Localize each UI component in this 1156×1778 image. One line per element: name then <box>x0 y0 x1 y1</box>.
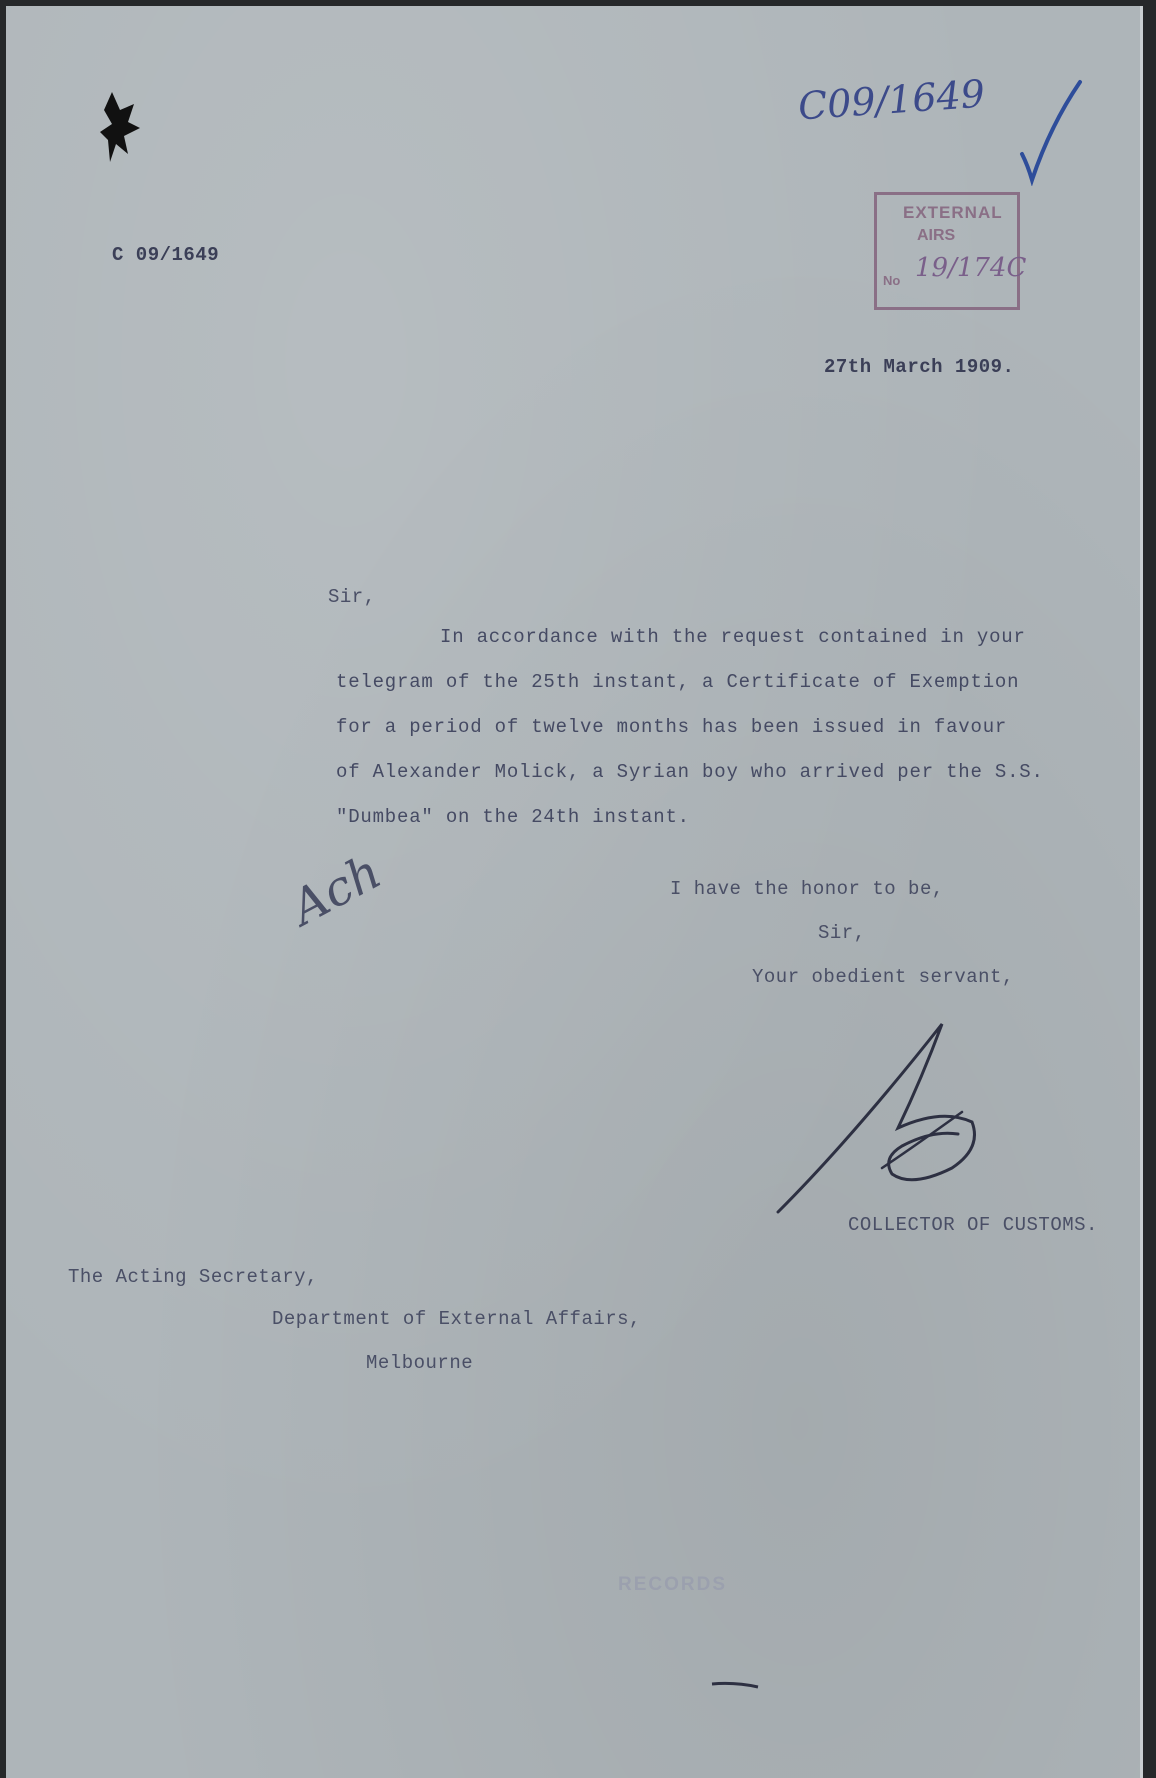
body-line: In accordance with the request contained in your <box>440 626 1026 648</box>
body-line: for a period of twelve months has been issued in favour <box>336 716 1008 738</box>
stamp-number: 19/174C <box>915 253 1027 283</box>
file-number: C 09/1649 <box>112 244 220 266</box>
stamp-line2: AIRS <box>917 227 956 244</box>
body-line: telegram of the 25th instant, a Certificate of Exemption <box>336 671 1020 693</box>
faint-records-stamp: RECORDS <box>618 1574 728 1595</box>
closing-line: Your obedient servant, <box>752 966 1014 988</box>
addressee-line3: Melbourne <box>366 1352 474 1374</box>
handwritten-file-ref: C09/1649 <box>796 71 987 129</box>
body-line: "Dumbea" on the 24th instant. <box>336 806 690 828</box>
check-mark-icon <box>1016 76 1086 186</box>
stamp-no-label: No <box>883 273 901 288</box>
letter-page <box>6 6 1143 1778</box>
closing-line: Sir, <box>818 922 866 944</box>
dash-mark <box>710 1678 760 1692</box>
addressee-line2: Department of External Affairs, <box>272 1308 641 1330</box>
body-line: of Alexander Molick, a Syrian boy who arrived per the S.S. <box>336 761 1044 783</box>
signatory-title: COLLECTOR OF CUSTOMS. <box>848 1214 1098 1236</box>
closing-line: I have the honor to be, <box>670 878 944 900</box>
letter-date: 27th March 1909. <box>824 356 1015 378</box>
signature <box>772 1018 992 1218</box>
received-stamp <box>874 192 1027 310</box>
handwritten-initials: Ach <box>282 843 391 937</box>
salutation: Sir, <box>328 586 376 608</box>
torn-corner-mark <box>98 88 144 168</box>
stamp-line1: EXTERNAL <box>903 203 1003 222</box>
addressee-line1: The Acting Secretary, <box>68 1266 318 1288</box>
